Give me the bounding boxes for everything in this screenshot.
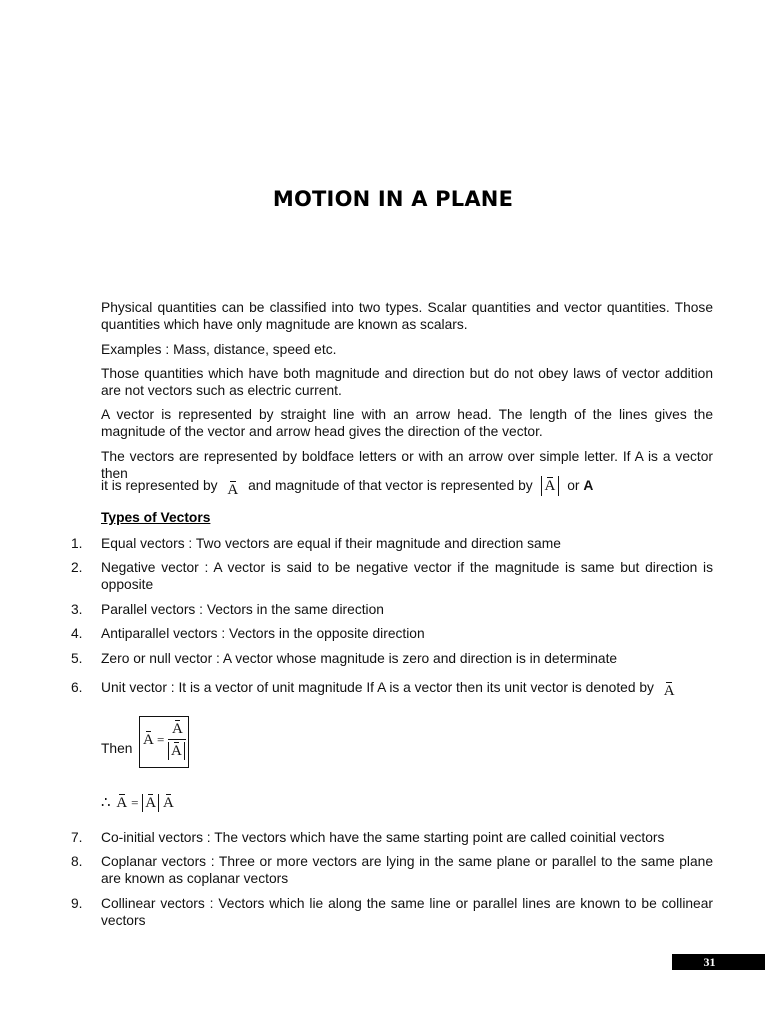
formula-equals: = (157, 732, 165, 747)
list-item-number: 3. (71, 602, 83, 617)
list-item-text: Zero or null vector : A vector whose magnitude is zero and direction is in determinate (101, 651, 618, 666)
types-heading: Types of Vectors (101, 510, 211, 525)
therefore-magnitude: A (142, 794, 159, 812)
therefore-unit-vector: A (162, 795, 174, 811)
therefore-symbol: ∴ (101, 795, 111, 811)
representation-text-a: it is represented by (101, 478, 218, 493)
representation-text-or: or (567, 478, 580, 493)
intro-paragraph-3: Those quantities which have both magnitude and direction but do not obey laws of vector addition are not vectors such as electric current. (101, 366, 713, 398)
intro-paragraph-4: A vector is represented by straight line with an arrow head. The length of the lines gives the magnitude of the vector and arrow head gives the direction of the vector. (101, 407, 713, 439)
formula-denominator: A (168, 742, 185, 760)
representation-text-b: and magnitude of that vector is represented by (248, 478, 533, 493)
list-item-number: 7. (71, 830, 83, 845)
list-item-number: 5. (71, 651, 83, 666)
then-label: Then (101, 741, 133, 756)
intro-paragraph-5: The vectors are represented by boldface letters or with an arrow over simple letter. If A is a vector then (101, 449, 713, 481)
list-item-text: Antiparallel vectors : Vectors in the opposite direction (101, 626, 425, 641)
formula-lhs-vector: A (143, 732, 154, 748)
list-item-text: Collinear vectors : Vectors which lie along the same line or parallel lines are known to be collinear vectors (101, 896, 713, 928)
therefore-equals: = (131, 795, 139, 810)
representation-bold-a: A (583, 478, 594, 493)
unit-vector-symbol: A (663, 683, 675, 699)
fraction-bar (168, 739, 186, 740)
unit-vector-formula-box (139, 716, 189, 768)
list-item-text: Coplanar vectors : Three or more vectors are lying in the same plane or parallel to the same plane are known as coplanar vectors (101, 854, 713, 886)
list-item-number: 9. (71, 896, 83, 911)
intro-paragraph-1: Physical quantities can be classified into two types. Scalar quantities and vector quantities. Those quantities which have only magnitude are known as scalars. (101, 300, 713, 332)
therefore-formula (101, 793, 174, 813)
list-item-text: Negative vector : A vector is said to be negative vector if the magnitude is same but direction is opposite (101, 560, 713, 592)
intro-representation-line (101, 474, 593, 498)
list-item-text: Co-initial vectors : The vectors which have the same starting point are called coinitial vectors (101, 830, 665, 845)
vector-magnitude-symbol: A (541, 476, 560, 496)
list-item-number: 1. (71, 536, 83, 551)
page-number: 31 (672, 954, 765, 970)
page-title: MOTION IN A PLANE (272, 187, 514, 211)
vector-a-symbol: A (227, 482, 239, 498)
list-item-text: Equal vectors : Two vectors are equal if their magnitude and direction same (101, 536, 561, 551)
list-item-text-unit-vector: Unit vector : It is a vector of unit magnitude If A is a vector then its unit vector is denoted by A (101, 680, 675, 699)
list-item-number: 8. (71, 854, 83, 869)
intro-examples: Examples : Mass, distance, speed etc. (101, 342, 337, 357)
list-item-number: 4. (71, 626, 83, 641)
list-item-number: 2. (71, 560, 83, 575)
formula-numerator: A (172, 721, 183, 737)
list-item-number: 6. (71, 680, 83, 695)
list-item-text: Parallel vectors : Vectors in the same direction (101, 602, 384, 617)
therefore-lhs-vector: A (116, 795, 128, 811)
